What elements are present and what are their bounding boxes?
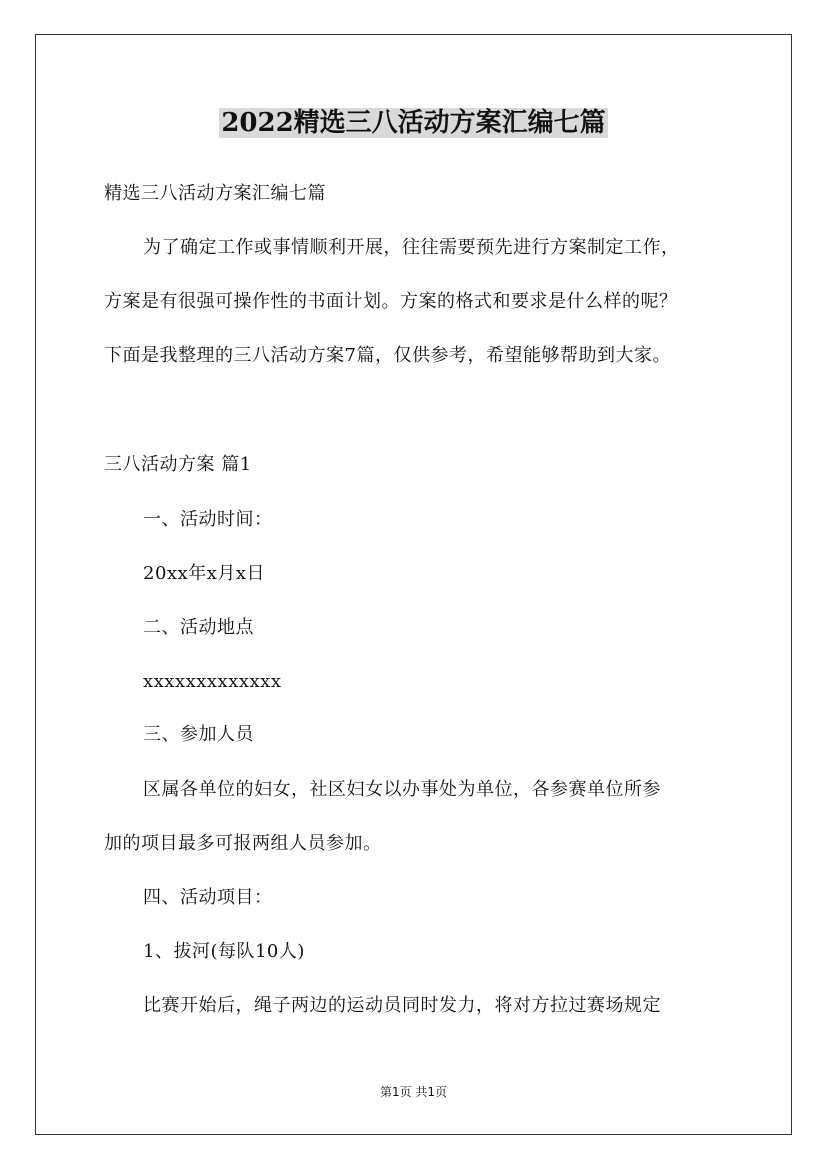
document-subtitle: 精选三八活动方案汇编七篇: [104, 183, 326, 204]
projects-heading: 四、活动项目：: [143, 887, 273, 908]
people-line-1: 区属各单位的妇女，社区妇女以办事处为单位，各参赛单位所参: [143, 779, 661, 800]
document-title-text: 2022精选三八活动方案汇编七篇: [221, 108, 606, 138]
intro-line-2: 方案是有很强可操作性的书面计划。方案的格式和要求是什么样的呢？: [104, 291, 678, 312]
people-line-2: 加的项目最多可报两组人员参加。: [104, 833, 382, 854]
time-value: 20xx年x月x日: [143, 563, 266, 584]
time-heading: 一、活动时间：: [143, 509, 273, 530]
place-heading: 二、活动地点: [143, 617, 254, 638]
people-heading: 三、参加人员: [143, 724, 254, 745]
place-value: xxxxxxxxxxxxx: [143, 671, 282, 692]
document-title: [0, 104, 827, 142]
intro-line-1: 为了确定工作或事情顺利开展，往往需要预先进行方案制定工作，: [143, 237, 680, 258]
section-heading: 三八活动方案 篇1: [104, 454, 252, 475]
project-1-heading: 1、拔河(每队10人): [143, 941, 305, 962]
intro-line-3: 下面是我整理的三八活动方案7篇，仅供参考，希望能够帮助到大家。: [104, 345, 671, 366]
page-footer: 第1页 共1页: [379, 1085, 448, 1099]
project-1-line-1: 比赛开始后，绳子两边的运动员同时发力，将对方拉过赛场规定: [143, 995, 661, 1016]
